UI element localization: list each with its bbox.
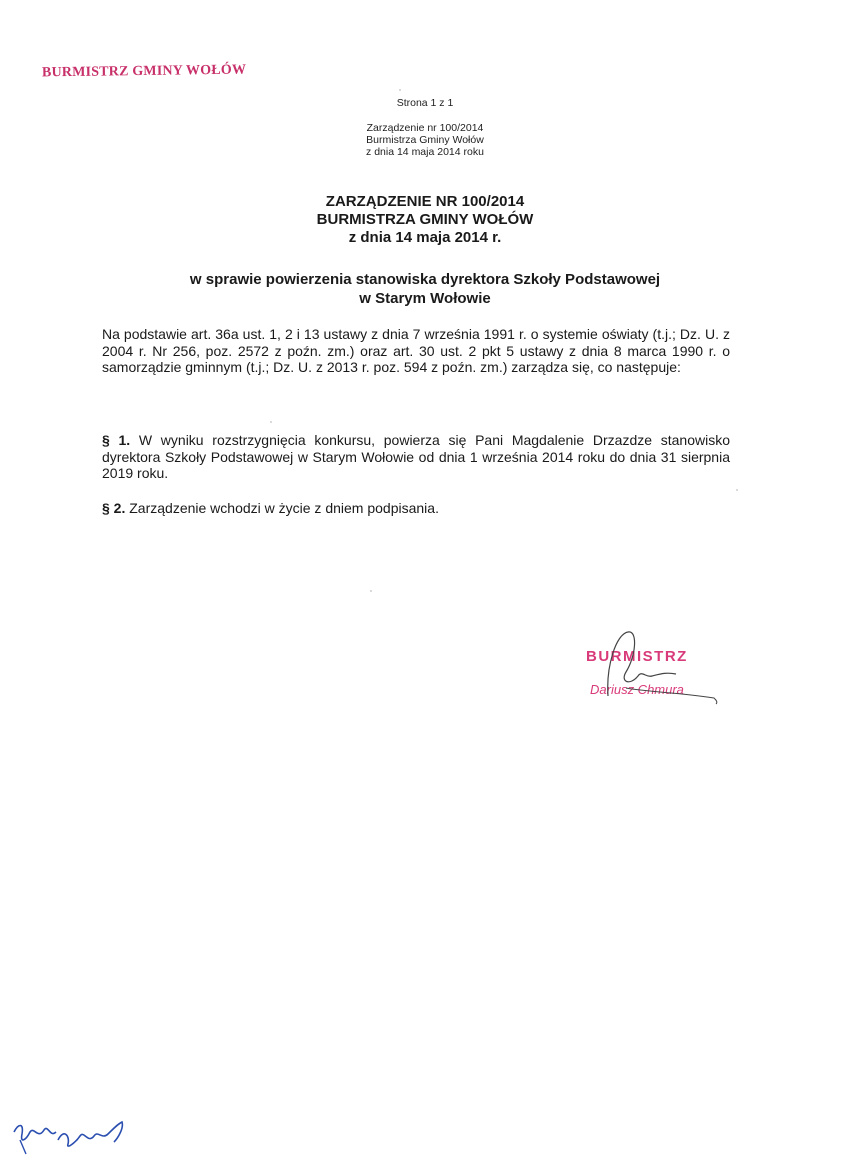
- paragraph-mark: § 2.: [102, 500, 126, 516]
- office-stamp: BURMISTRZ GMINY WOŁÓW: [41, 62, 247, 81]
- document-reference: [0, 122, 850, 158]
- title-date: z dnia 14 maja 2014 r.: [348, 229, 502, 246]
- paragraph-1: [102, 432, 730, 482]
- paper-speck: [270, 421, 272, 423]
- handwritten-signature: [586, 626, 736, 716]
- paper-speck: [399, 89, 401, 91]
- title-line: BURMISTRZA GMINY WOŁÓW: [316, 211, 534, 228]
- document-title: [0, 193, 850, 247]
- paper-speck: [370, 590, 372, 592]
- doc-ref-line: Burmistrza Gminy Wołów: [366, 134, 484, 146]
- doc-ref-line: z dnia 14 maja 2014 roku: [366, 146, 484, 158]
- handwritten-note: [10, 1110, 140, 1160]
- page-number: Strona 1 z 1: [396, 97, 454, 109]
- paragraph-text: W wyniku rozstrzygnięcia konkursu, powierza się Pani Magdalenie Drzazdze stanowisko dyrektora Szkoły Podstawowej w Starym Wołowie od dnia 1 września 2014 roku do dnia 31 sierpnia 2019 roku.: [102, 432, 730, 481]
- subject-line: w Starym Wołowie: [359, 290, 491, 307]
- signature-name: Dariusz Chmura: [590, 682, 684, 697]
- subject-line: w sprawie powierzenia stanowiska dyrektora Szkoły Podstawowej: [189, 271, 661, 288]
- paragraph-mark: § 1.: [102, 432, 131, 448]
- paragraph-text: Zarządzenie wchodzi w życie z dniem podpisania.: [125, 500, 439, 516]
- paper-speck: [736, 489, 738, 491]
- signature-title: BURMISTRZ: [586, 648, 688, 665]
- document-subject: [0, 270, 850, 308]
- legal-basis: Na podstawie art. 36a ust. 1, 2 i 13 ustawy z dnia 7 września 1991 r. o systemie oświaty (t.j.; Dz. U. z 2004 r. Nr 256, poz. 2572 z poźn. zm.) oraz art. 30 ust. 2 pkt 5 ustawy z dnia 8 marca 1990 r. o samorządzie gminnym (t.j.; Dz. U. z 2013 r. poz. 594 z poźn. zm.) zarządza się, co następuje:: [102, 326, 730, 375]
- doc-ref-line: Zarządzenie nr 100/2014: [366, 122, 484, 134]
- paragraph-2: [102, 500, 730, 517]
- title-line: ZARZĄDZENIE NR 100/2014: [325, 193, 525, 210]
- signature-stamp: [586, 626, 736, 716]
